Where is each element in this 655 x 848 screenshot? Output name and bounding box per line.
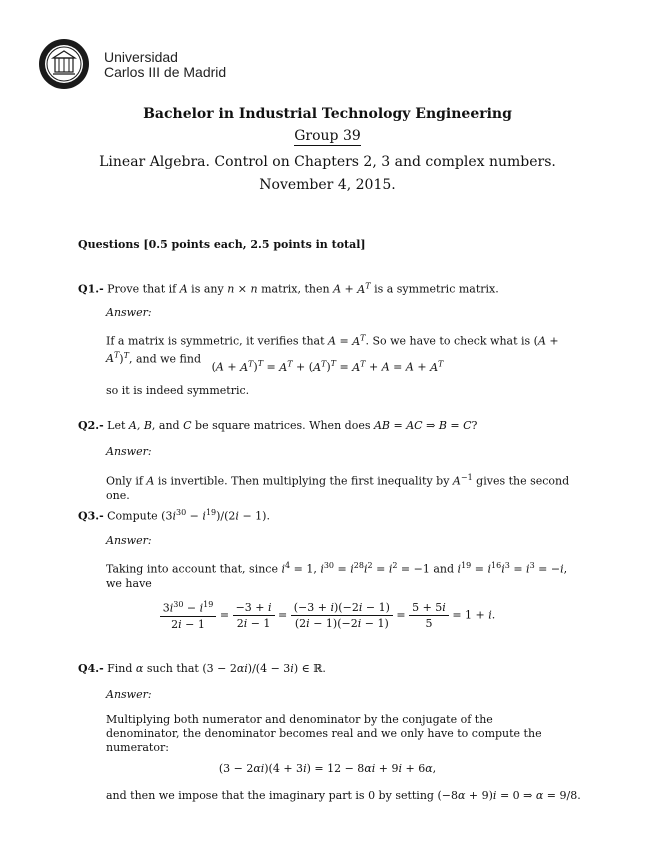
- answer-4-conclusion: and then we impose that the imaginary part is 0 by setting (−8α + 9)i = 0 ⇒ α = 9/8.: [106, 789, 581, 802]
- group-label: Group 39: [294, 128, 361, 144]
- questions-header: Questions [0.5 points each, 2.5 points in total]: [78, 238, 366, 251]
- question-2: Q2.- Let A, B, and C be square matrices. When does AB = AC ⇒ B = C?: [78, 419, 478, 432]
- university-name-line2: Carlos III de Madrid: [104, 64, 227, 80]
- question-1: Q1.- Prove that if A is any n × n matrix, then $A + A^T$ is a symmetric matrix.: [78, 281, 499, 296]
- university-name: [104, 50, 226, 80]
- question-3: Q3.- Compute $(3i^{30} - i^{19})/(2i - 1)$.: [78, 508, 270, 523]
- question-2-label: Q2.-: [78, 419, 104, 432]
- document-title: Bachelor in Industrial Technology Engineering: [143, 106, 512, 122]
- question-3-label: Q3.-: [78, 509, 104, 523]
- answer-4-label: Answer:: [106, 688, 152, 701]
- answer-1-label: Answer:: [106, 306, 152, 319]
- answer-1-conclusion: so it is indeed symmetric.: [106, 384, 250, 397]
- answer-3-text: Taking into account that, since $i^4 = 1$, $i^{30} = i^{28}i^2 = i^2 = -1$ and $i^{19} = i^{16}i^3 = i^3 = -i$, we have: [106, 561, 568, 590]
- document-subtitle: Linear Algebra. Control on Chapters 2, 3 and complex numbers.: [99, 154, 556, 170]
- answer-4-equation: (3 − 2αi)(4 + 3i) = 12 − 8αi + 9i + 6α,: [218, 762, 437, 775]
- university-name-line1: Universidad: [104, 49, 178, 65]
- university-seal-logo: [38, 38, 90, 90]
- question-4-label: Q4.-: [78, 662, 104, 675]
- answer-1-equation: $(A + A^T)^T = A^T + (A^T)^T = A^T + A = A + A^T$: [211, 359, 444, 374]
- answer-3-label: Answer:: [106, 534, 152, 547]
- question-1-label: Q1.-: [78, 282, 104, 296]
- answer-1-text: If a matrix is symmetric, it verifies that $A = A^T$. So we have to check what is $(A + A^T)^T$, and we find: [106, 333, 559, 366]
- answer-4-text: Multiplying both numerator and denominator by the conjugate of the denominator, the denominator becomes real and we only have to compute the numerator:: [106, 713, 542, 754]
- answer-2-text: Only if A is invertible. Then multiplying the first inequality by $A^{-1}$ gives the second one.: [106, 473, 570, 502]
- answer-3-equation: $\frac{3i^{30} - i^{19}}{2i - 1}$ = $\frac{-3 + i}{2i - 1}$ = $\frac{(-3 + i)(-2i - 1)}{(2i - 1)(-2i - 1)}$ = $\frac{5 + 5i}{5}$ = 1 + i.: [0, 600, 655, 631]
- question-4: Q4.- Find α such that (3 − 2αi)/(4 − 3i) ∈ ℝ.: [78, 662, 326, 675]
- document-date: November 4, 2015.: [259, 177, 396, 193]
- answer-2-label: Answer:: [106, 445, 152, 458]
